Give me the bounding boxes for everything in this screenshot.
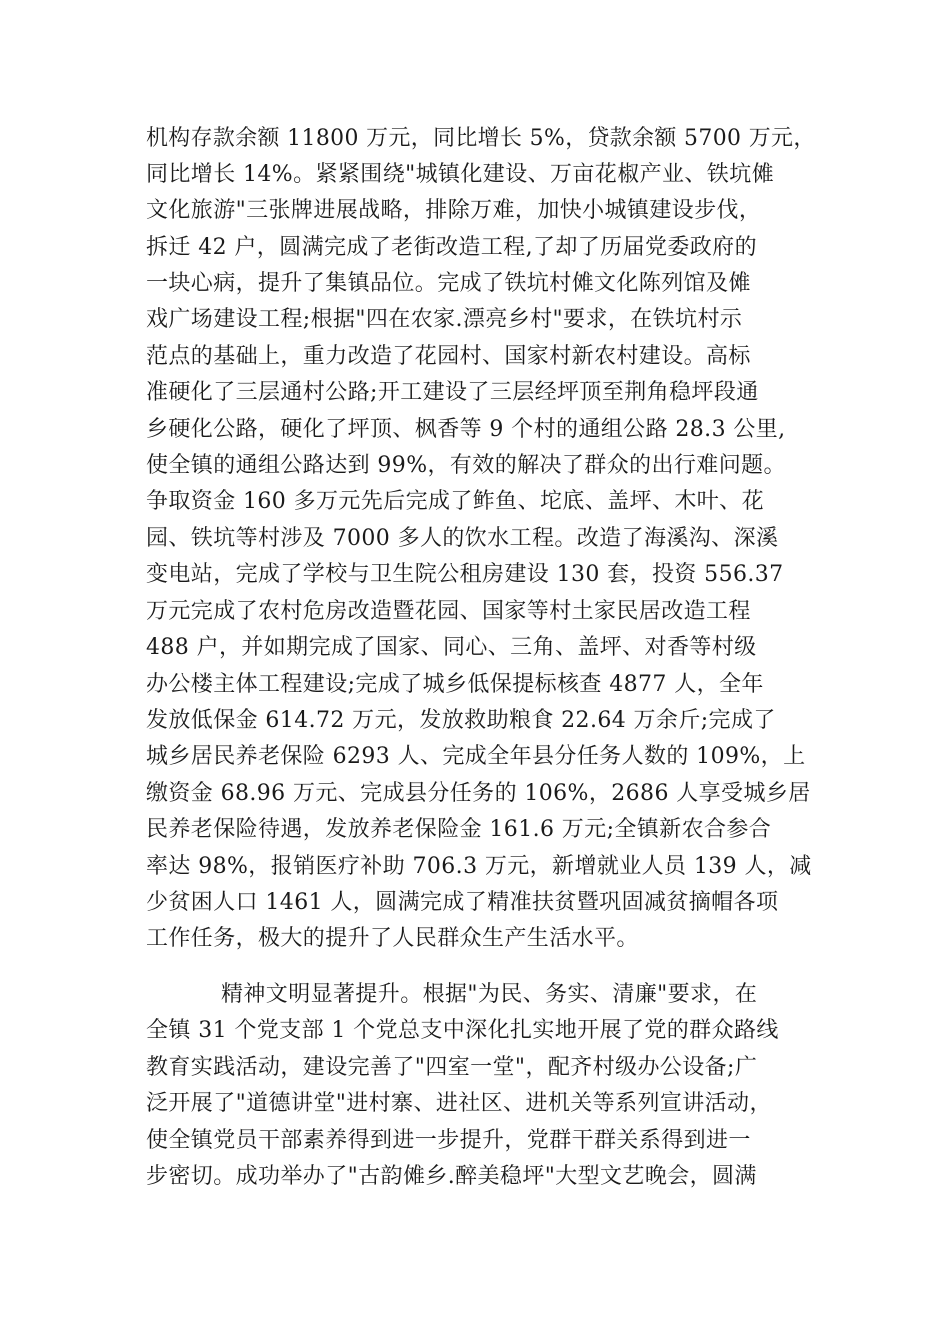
text-line: 同比增长 14%。紧紧围绕"城镇化建设、万亩花椒产业、铁坑傩	[146, 162, 775, 187]
text-line: 使全镇的通组公路达到 99%，有效的解决了群众的出行难问题。	[146, 453, 786, 478]
text-line: 准硬化了三层通村公路;开工建设了三层经坪顶至荆角稳坪段通	[146, 380, 759, 405]
text-line: 步密切。成功举办了"古韵傩乡.醉美稳坪"大型文艺晚会，圆满	[146, 1164, 757, 1189]
text-line: 机构存款余额 11800 万元，同比增长 5%，贷款余额 5700 万元，	[146, 126, 816, 151]
text-line: 戏广场建设工程;根据"四在农家.漂亮乡村"要求，在铁坑村示	[146, 307, 743, 332]
text-line: 少贫困人口 1461 人，圆满完成了精准扶贫暨巩固减贫摘帽各项	[146, 890, 779, 915]
text-line: 工作任务，极大的提升了人民群众生产生活水平。	[146, 926, 639, 951]
text-line: 一块心病，提升了集镇品位。完成了铁坑村傩文化陈列馆及傩	[146, 271, 751, 296]
text-line: 民养老保险待遇，发放养老保险金 161.6 万元;全镇新农合参合	[146, 817, 772, 842]
text-line: 争取资金 160 多万元先后完成了鲊鱼、坨底、盖坪、木叶、花	[146, 489, 764, 514]
text-line: 488 户，并如期完成了国家、同心、三角、盖坪、对香等村级	[146, 635, 757, 660]
text-line: 范点的基础上，重力改造了花园村、国家村新农村建设。高标	[146, 344, 751, 369]
paragraph-first-line: 精神文明显著提升。根据"为民、务实、清廉"要求，在	[221, 982, 758, 1007]
text-line: 教育实践活动，建设完善了"四室一堂"，配齐村级办公设备;广	[146, 1055, 758, 1080]
text-line: 文化旅游"三张牌进展战略，排除万难，加快小城镇建设步伐，	[146, 198, 762, 223]
text-line: 使全镇党员干部素养得到进一步提升，党群干群关系得到进一	[146, 1128, 751, 1153]
text-line: 全镇 31 个党支部 1 个党总支中深化扎实地开展了党的群众路线	[146, 1018, 779, 1043]
text-line: 万元完成了农村危房改造暨花园、国家等村土家民居改造工程	[146, 599, 751, 624]
text-line: 办公楼主体工程建设;完成了城乡低保提标核查 4877 人，全年	[146, 672, 764, 697]
text-line: 园、铁坑等村涉及 7000 多人的饮水工程。改造了海溪沟、深溪	[146, 526, 779, 551]
text-line: 缴资金 68.96 万元、完成县分任务的 106%，2686 人享受城乡居	[146, 781, 811, 806]
text-line: 泛开展了"道德讲堂"进村寨、进社区、进机关等系列宣讲活动，	[146, 1091, 772, 1116]
text-line: 率达 98%，报销医疗补助 706.3 万元，新增就业人员 139 人，减	[146, 854, 812, 879]
text-line: 乡硬化公路，硬化了坪顶、枫香等 9 个村的通组公路 28.3 公里,	[146, 417, 786, 442]
text-line: 城乡居民养老保险 6293 人、完成全年县分任务人数的 109%，上	[146, 744, 806, 769]
text-line: 变电站，完成了学校与卫生院公租房建设 130 套，投资 556.37	[146, 562, 784, 587]
text-line: 发放低保金 614.72 万元，发放救助粮食 22.64 万余斤;完成了	[146, 708, 776, 733]
text-line: 拆迁 42 户，圆满完成了老街改造工程,了却了历届党委政府的	[146, 235, 757, 260]
